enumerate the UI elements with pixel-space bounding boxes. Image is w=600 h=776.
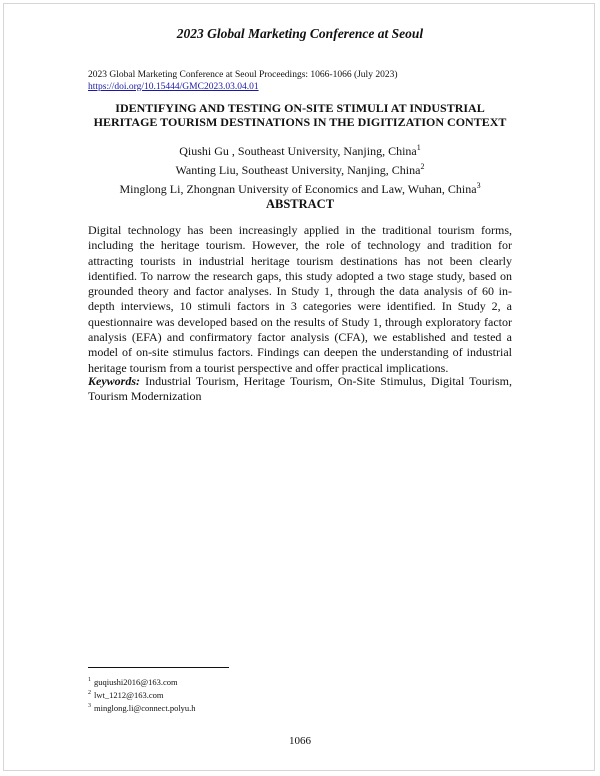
footnote-3 — [88, 701, 196, 714]
author-1-footnote-mark: 1 — [416, 143, 421, 152]
doi-link[interactable]: https://doi.org/10.15444/GMC2023.03.04.01 — [88, 81, 259, 92]
footnote-3-email: minglong.li@connect.polyu.h — [94, 702, 196, 713]
author-3-affiliation: Minglong Li, Zhongnan University of Economics and Law, Wuhan, China — [119, 182, 477, 196]
author-3-footnote-mark: 3 — [476, 181, 481, 190]
footnote-1-email: guqiushi2016@163.com — [94, 676, 178, 687]
author-1-affiliation: Qiushi Gu , Southeast University, Nanjing, China — [179, 144, 417, 158]
footnote-1 — [88, 675, 196, 688]
footnote-2-mark: 2 — [88, 689, 91, 696]
author-2-affiliation: Wanting Liu, Southeast University, Nanjing, China — [175, 163, 421, 177]
keywords — [88, 374, 512, 405]
keywords-label: Keywords: — [88, 374, 140, 388]
footnote-divider — [88, 667, 229, 668]
proceedings-info — [88, 70, 397, 93]
conference-header: 2023 Global Marketing Conference at Seoul — [176, 26, 424, 41]
author-1 — [60, 140, 540, 159]
keywords-text: Industrial Tourism, Heritage Tourism, On-Site Stimulus, Digital Tourism, Tourism Modernization — [88, 374, 513, 404]
proceedings-citation: 2023 Global Marketing Conference at Seoul Proceedings: 1066-1066 (July 2023) — [88, 70, 398, 80]
title-line-1: IDENTIFYING AND TESTING ON-SITE STIMULI AT INDUSTRIAL — [115, 101, 485, 115]
author-2-footnote-mark: 2 — [420, 162, 425, 171]
title-line-2: HERITAGE TOURISM DESTINATIONS IN THE DIGITIZATION CONTEXT — [93, 115, 507, 129]
footnote-1-mark: 1 — [88, 677, 91, 683]
footnotes — [88, 675, 196, 713]
abstract-heading: ABSTRACT — [265, 197, 335, 211]
page-number: 1066 — [289, 735, 311, 747]
footnote-2-email: lwt_1212@163.com — [94, 689, 164, 700]
paper-title — [60, 101, 540, 129]
author-list — [60, 140, 540, 197]
abstract-body: Digital technology has been increasingly applied in the traditional tourism forms, including the heritage tourism. However, the role of technology and tradition for attracting tourists in industrial heritage tourism destinations has not been clearly identified. To narrow the research gaps, this study adopted a two stage study, based on grounded theory and factor analyses. In Study 1, through the data analysis of 60 in-depth interviews, 10 stimuli factors in 3 categories were identified. In Study 2, a questionnaire was developed based on the results of Study 1, through exploratory factor analysis (EFA) and confirmatory factor analysis (CFA), we established and tested a model of on-site stimulus factors. Findings can deepen the understanding of industrial heritage tourism from a tourist perspective and offer practical implications. — [88, 223, 512, 375]
author-3 — [60, 178, 540, 197]
footnote-3-mark: 3 — [88, 702, 91, 709]
footnote-2 — [88, 688, 196, 701]
author-2 — [60, 159, 540, 178]
